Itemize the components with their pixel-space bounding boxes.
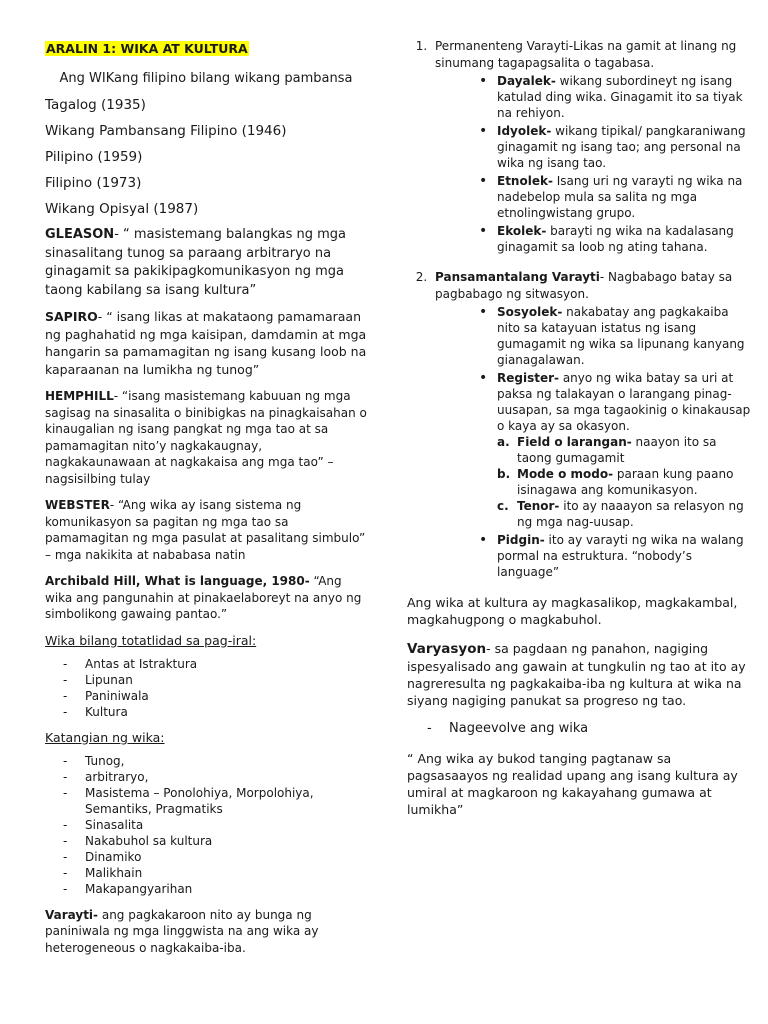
katangian-heading: Katangian ng wika: bbox=[45, 729, 165, 745]
list-item: - Lipunan bbox=[63, 672, 367, 688]
evolve-line: - Nageevolve ang wika bbox=[427, 721, 752, 736]
closing-quote: “ Ang wika ay bukod tanging pagtanaw sa pagsasaayos ng realidad upang ang isang kultura ay umiral at magkaroon ng kakayahang gumawa at lumikha” bbox=[407, 751, 738, 817]
bullet-register: • Register- anyo ng wika batay sa uri at paksa ng talakayan o larangang pinag-uusapan, sa mga tagaokinig o kinakausap o kaya ay sa okasyon. a. Field o larangan- naayon ito sa taong gumagamit b. Mode o modo- paraan kung paano isinagawa ang komunikasyon. c. Tenor- ito ay naaayon sa relasyon ng ng mga nag-uusap. bbox=[477, 370, 752, 530]
pansamantalang-bullets bbox=[435, 304, 752, 580]
left-column bbox=[45, 38, 367, 956]
bullet-dayalek: • Dayalek- wikang subordineyt ng isang katulad ding wika. Ginagamit ito sa tiyak na rehiyon. bbox=[477, 73, 752, 121]
bullet-sosyolek: • Sosyolek- nakabatay ang pagkakaiba nito sa katayuan istatus ng isang gumagamit ng wika sa lipunang kanyang gianagalawan. bbox=[477, 304, 752, 368]
bullet-etnolek: • Etnolek- Isang uri ng varayti ng wika na nadebelop mula sa salita ng mga etnolingwistang grupo. bbox=[477, 173, 752, 221]
definition-hemphill: HEMPHILL- “isang masistemang kabuuan ng mga sagisag na sinasalita o binibigkas na pinagkaisahan o kinaugalian ng isang pangkat ng mga tao at sa pamamagitan nito’y nagkakaugnay, nagkakaunawaan at nagkakaisa ang mga tao” – nagsisilbing tulay bbox=[45, 389, 367, 486]
list-item: - Sinasalita bbox=[63, 817, 367, 833]
paragraph-wika-kultura: Ang wika at kultura ay magkasalikop, magkakambal, magkahugpong o magkabuhol. bbox=[407, 595, 738, 627]
sub-item-tenor: c. Tenor- ito ay naaayon sa relasyon ng ng mga nag-uusap. bbox=[497, 499, 744, 529]
totality-list bbox=[45, 656, 367, 720]
list-item: - Paniniwala bbox=[63, 688, 367, 704]
sub-item-mode: b. Mode o modo- paraan kung paano isinagawa ang komunikasyon. bbox=[497, 467, 734, 497]
totality-heading: Wika bilang totatlidad sa pag-iral: bbox=[45, 632, 257, 648]
list-item: - Nakabuhol sa kultura bbox=[63, 833, 367, 849]
list-item: - Tunog, bbox=[63, 753, 367, 769]
definition-webster: WEBSTER- “Ang wika ay isang sistema ng komunikasyon sa pagitan ng mga tao sa pamamagitan ng mga pasulat at pasalitang simbulo” – mga nakikita at nababasa natin bbox=[45, 498, 366, 562]
list-item: - Dinamiko bbox=[63, 849, 367, 865]
year-filipino: Filipino (1973) bbox=[45, 175, 142, 191]
list-item: - Masistema – Ponolohiya, Morpolohiya, Semantiks, Pragmatiks bbox=[63, 785, 367, 817]
sub-item-field: a. Field o larangan- naayon ito sa taong gumagamit bbox=[497, 435, 717, 465]
permanenteng-bullets bbox=[435, 73, 752, 255]
bullet-idyolek: • Idyolek- wikang tipikal/ pangkaraniwang ginagamit ng isang tao; ang personal na wika ng isang tao. bbox=[477, 123, 752, 171]
right-column bbox=[407, 38, 752, 818]
list-item: - Malikhain bbox=[63, 865, 367, 881]
year-wikang-pambansang: Wikang Pambansang Filipino (1946) bbox=[45, 123, 287, 139]
varayti-list bbox=[407, 38, 752, 580]
definition-sapiro: SAPIRO- “ isang likas at makataong pamamaraan ng paghahatid ng mga kaisipan, damdamin at mga hangarin sa pamamagitan ng isang kusang loob na kaparaanan na lumikha ng tunog” bbox=[45, 309, 367, 377]
list-item-pansamantalang-varayti: 2. Pansamantalang Varayti- Nagbabago batay sa pagbabago ng sitwasyon. • Sosyolek- nakabatay ang pagkakaiba nito sa katayuan istatus ng isang gumagamit ng wika sa lipunang kanyang gianagalawan. • Register- anyo ng wika batay sa uri at paksa ng talakayan o larangang pinag-uusapan, sa mga tagaokinig o kinakausap o kaya ay sa okasyon. a. Field o larangan- naayon ito sa taong gumagamit b. Mode o modo- paraan kung paano isinagawa ang komunikasyon. c. Tenor- ito ay naaayon sa relasyon ng ng mga nag-uusap. • Pidgin- ito ay varayti ng wika na walang pormal na estruktura. “nobody’s language” bbox=[431, 269, 752, 580]
definition-gleason: GLEASON- “ masistemang balangkas ng mga sinasalitang tunog sa paraang arbitraryo na ginagamit sa pakikipagkomunikasyon ng mga taong kabilang sa isang kultura” bbox=[45, 227, 346, 298]
katangian-list bbox=[45, 753, 367, 897]
list-item: - Kultura bbox=[63, 704, 367, 720]
year-tagalog: Tagalog (1935) bbox=[45, 97, 146, 113]
year-pilipino: Pilipino (1959) bbox=[45, 149, 143, 165]
bullet-pidgin: • Pidgin- ito ay varayti ng wika na walang pormal na estruktura. “nobody’s language” bbox=[477, 532, 752, 580]
list-item: - Antas at Istraktura bbox=[63, 656, 367, 672]
definition-varyasyon: Varyasyon- sa pagdaan ng panahon, nagiging ispesyalisado ang gawain at tungkulin ng tao at ito ay nagreresulta ng pagkakaiba-iba ng kultura at wika na siyang nagiging panukat sa progreso ng tao. bbox=[407, 641, 746, 708]
definition-varayti: Varayti- ang pagkakaroon nito ay bunga ng paniniwala ng mga linggwista na ang wika ay heterogeneous o nagkakaiba-iba. bbox=[45, 907, 319, 955]
bullet-ekolek: • Ekolek- barayti ng wika na kadalasang ginagamit sa loob ng ating tahana. bbox=[477, 223, 752, 255]
definition-archibald-hill: Archibald Hill, What is language, 1980- “Ang wika ang pangunahin at pinakaelaboreyt na anyo ng simbolikong gawaing pantao.” bbox=[45, 574, 362, 621]
lesson-title: ARALIN 1: WIKA AT KULTURA bbox=[46, 41, 248, 56]
list-item: - Makapangyarihan bbox=[63, 881, 367, 897]
list-item-permanenteng-varayti: 1. Permanenteng Varayti-Likas na gamit at linang ng sinumang tagapagsalita o tagabasa. • Dayalek- wikang subordineyt ng isang katulad ding wika. Ginagamit ito sa tiyak na rehiyon. • Idyolek- wikang tipikal/ pangkaraniwang ginagamit ng isang tao; ang personal na wika ng isang tao. • Etnolek- Isang uri ng varayti ng wika na nadebelop mula sa salita ng mga etnolingwistang grupo. • Ekolek- barayti ng wika na kadalasang ginagamit sa loob ng ating tahana. bbox=[431, 38, 752, 255]
lesson-subtitle: Ang WIKang filipino bilang wikang pambansa bbox=[59, 71, 353, 86]
list-item: - arbitraryo, bbox=[63, 769, 367, 785]
register-sublist bbox=[497, 434, 752, 530]
year-wikang-opisyal: Wikang Opisyal (1987) bbox=[45, 201, 199, 217]
